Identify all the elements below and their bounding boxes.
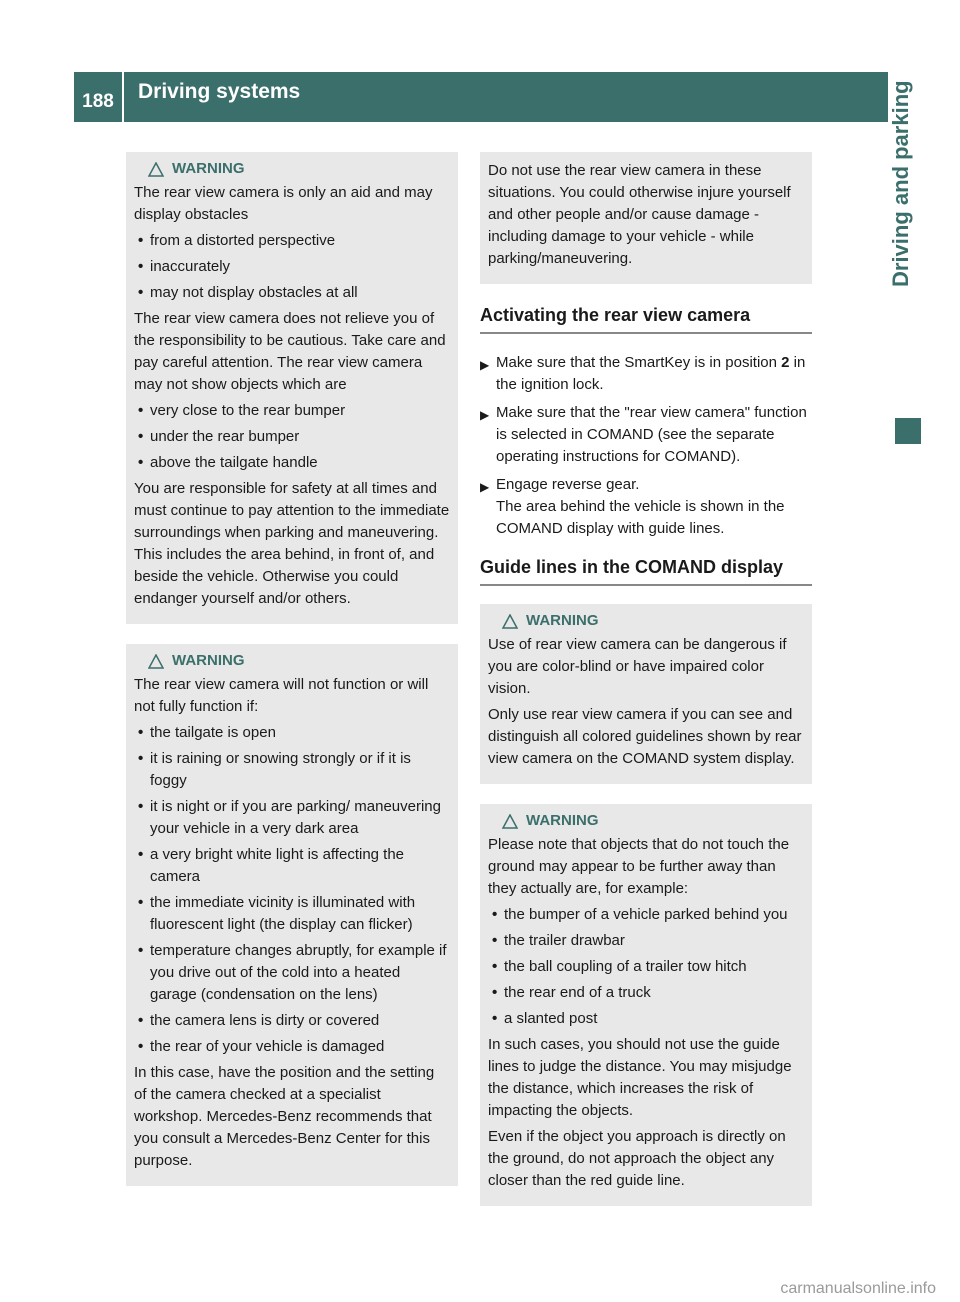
list-item: • very close to the rear bumper [138,402,346,419]
arrow-icon: ▶ [480,358,490,372]
list-item: • the trailer drawbar [492,932,625,949]
watermark: carmanualsonline.info [780,1280,936,1297]
list-item: • it is night or if you are parking/ maneuvering your vehicle in a very dark area [138,798,441,837]
warning-title: WARNING [502,610,804,632]
page-header [74,72,888,122]
warning-box-3 [480,604,812,784]
list-item: • above the tailgate handle [138,454,318,471]
left-column [126,152,458,1206]
section-heading: Guide lines in the COMAND display [480,556,812,586]
list-item: • the camera lens is dirty or covered [138,1012,380,1029]
warning-triangle-icon [502,814,518,829]
list-item: • the ball coupling of a trailer tow hitch [492,958,747,975]
warning-text: Please note that objects that do not touch the ground may appear to be further away than they actually are, for example: [488,836,790,897]
side-marker [895,418,921,444]
warning-title: WARNING [148,158,450,180]
arrow-icon: ▶ [480,408,490,422]
warning-box-2 [126,644,458,1186]
info-text: Do not use the rear view camera in these situations. You could otherwise injure yourself and other people and/or cause damage - including damage to your vehicle - while parking/maneuvering. [488,162,791,267]
section-heading: Activating the rear view camera [480,304,812,334]
list-item: • the rear of your vehicle is damaged [138,1038,385,1055]
warning-title: WARNING [148,650,450,672]
list-item: • may not display obstacles at all [138,284,358,301]
list-item: • inaccurately [138,258,231,275]
list-item: • the rear end of a truck [492,984,651,1001]
step-result: The area behind the vehicle is shown in the COMAND display with guide lines. [496,498,785,537]
warning-box-1 [126,152,458,624]
warning-text: Only use rear view camera if you can see and distinguish all colored guidelines shown by rear view camera on the COMAND system display. [488,706,802,767]
section-side-tab: Driving and parking [888,80,913,287]
warning-text: Even if the object you approach is directly on the ground, do not approach the object any closer than the red guide line. [488,1128,786,1189]
warning-text: The rear view camera does not relieve you of the responsibility to be cautious. Take care and pay careful attention. The rear view camera may not show objects which are [134,310,446,393]
warning-text: In such cases, you should not use the guide lines to judge the distance. You may misjudge the distance, which increases the risk of impacting the objects. [488,1036,792,1119]
warning-text: You are responsible for safety at all times and must continue to pay attention to the immediate surroundings when parking and maneuvering. This includes the area behind, in front of, and beside the vehicle. Otherwise you could endanger yourself and/or others. [134,480,450,607]
step-item: ▶ Engage reverse gear. The area behind the vehicle is shown in the COMAND display with guide lines. [480,474,812,540]
list-item: • the bumper of a vehicle parked behind you [492,906,788,923]
list-item: • a slanted post [492,1010,598,1027]
list-item: • under the rear bumper [138,428,300,445]
warning-triangle-icon [502,614,518,629]
info-box [480,152,812,284]
warning-text: The rear view camera is only an aid and may display obstacles [134,184,433,223]
warning-text: The rear view camera will not function or will not fully function if: [134,676,429,715]
warning-text: Use of rear view camera can be dangerous if you are color-blind or have impaired color vision. [488,636,787,697]
list-item: • it is raining or snowing strongly or if it is foggy [138,750,411,789]
chapter-title: Driving systems [138,80,301,103]
page-number: 188 [74,72,124,122]
warning-triangle-icon [148,162,164,177]
list-item: • a very bright white light is affecting the camera [138,846,405,885]
list-item: • from a distorted perspective [138,232,336,249]
right-column [480,152,812,1226]
step-item: ▶ Make sure that the "rear view camera" function is selected in COMAND (see the separate operating instructions for COMAND). [480,402,812,468]
warning-title: WARNING [502,810,804,832]
warning-note: In this case, have the position and the setting of the camera checked at a specialist workshop. Mercedes-Benz recommends that you consult a Mercedes-Benz Center for this purpose. [134,1064,435,1169]
list-item: • the tailgate is open [138,724,276,741]
arrow-icon: ▶ [480,480,490,494]
step-item: ▶ Make sure that the SmartKey is in position 2 in the ignition lock. [480,352,812,396]
warning-box-4 [480,804,812,1206]
list-item: • the immediate vicinity is illuminated with fluorescent light (the display can flicker) [138,894,416,933]
warning-triangle-icon [148,654,164,669]
list-item: • temperature changes abruptly, for example if you drive out of the cold into a heated garage (condensation on the lens) [138,942,447,1003]
